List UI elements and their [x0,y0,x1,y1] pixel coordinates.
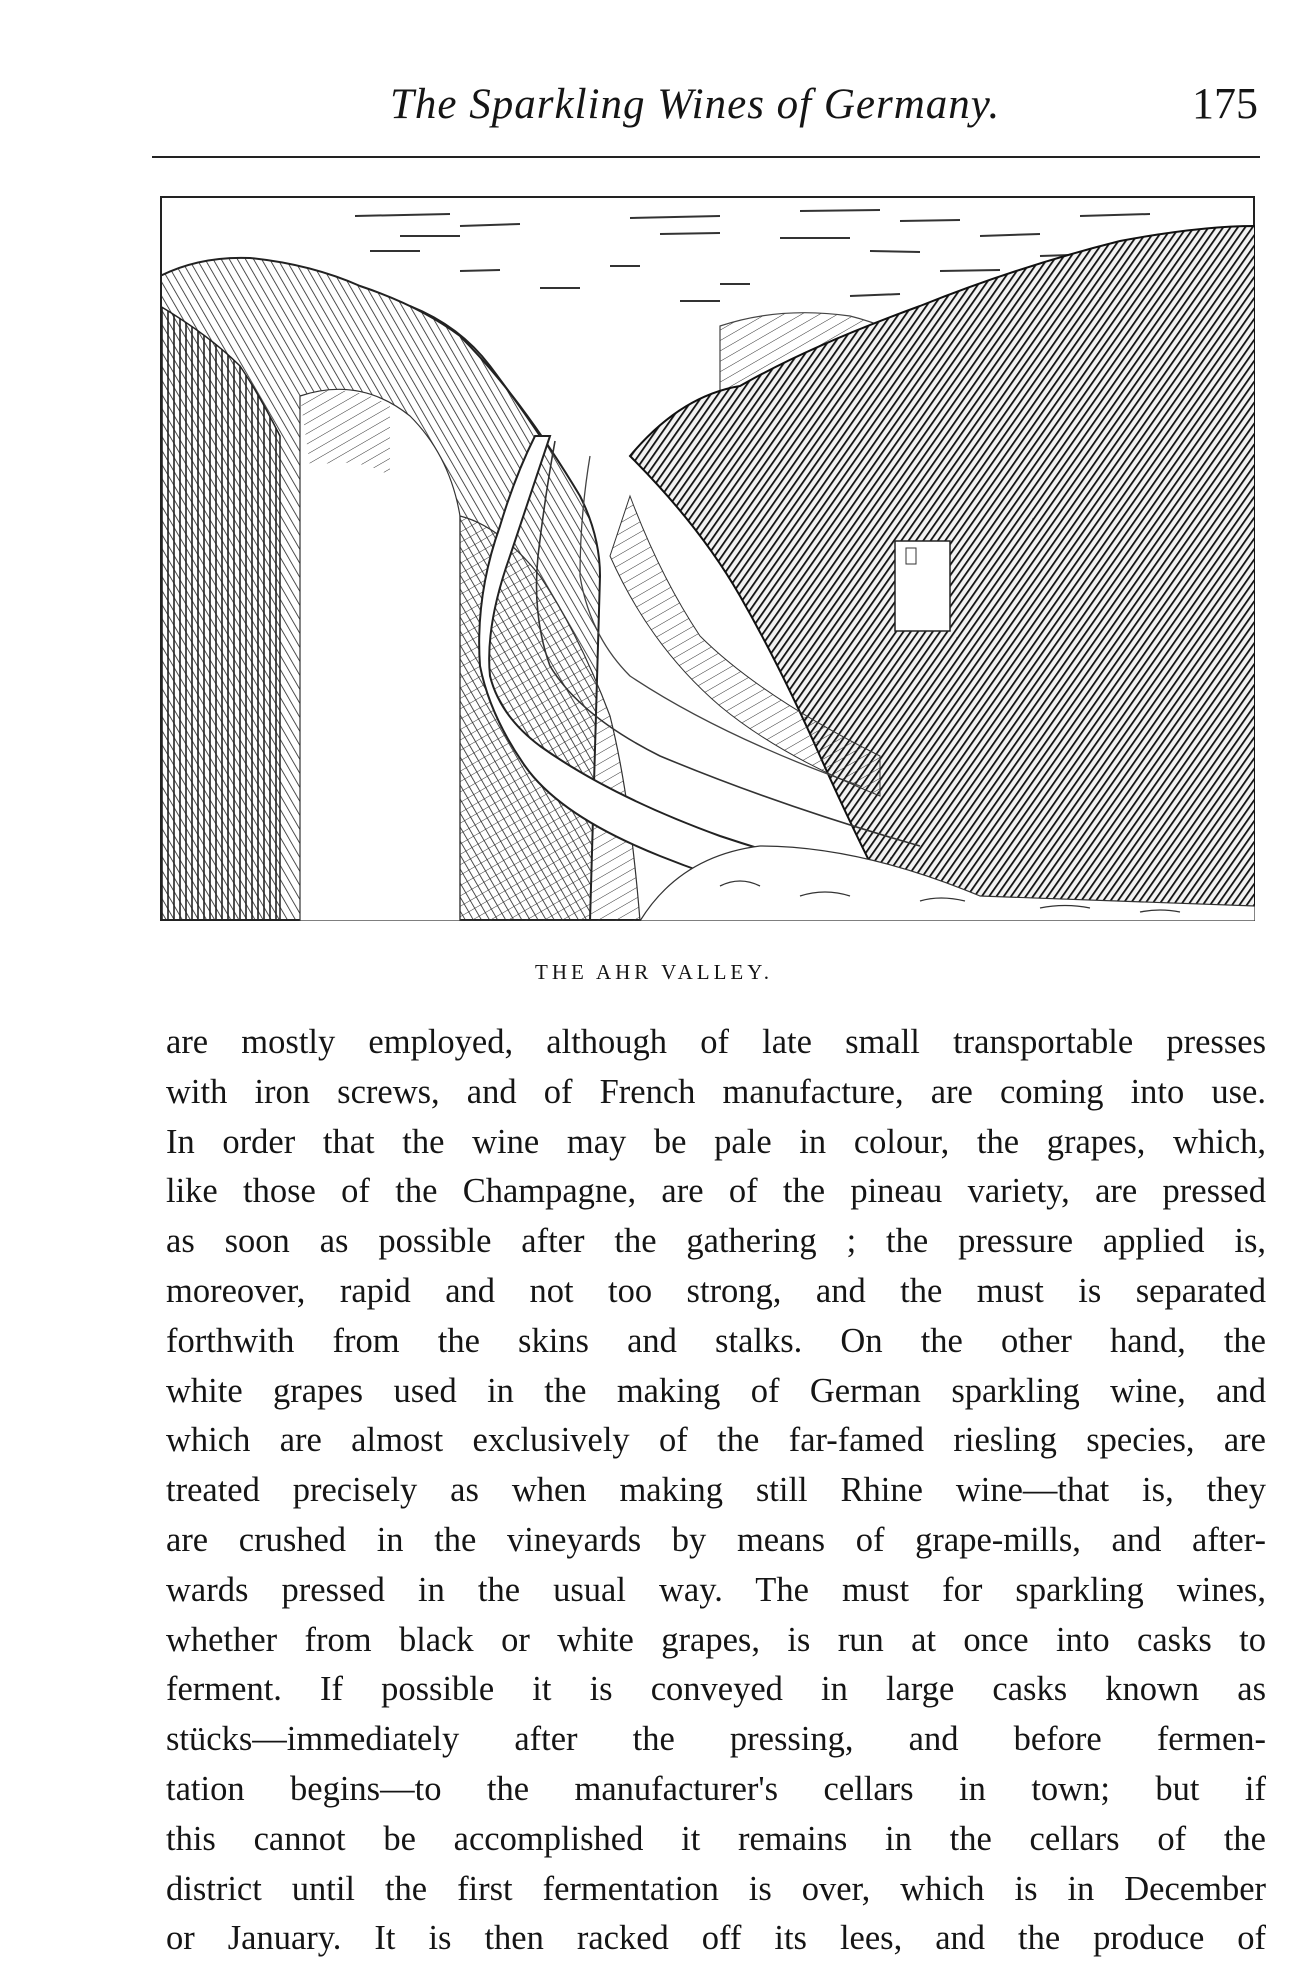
text-line: forthwith from the skins and stalks. On the other hand, the [166,1321,1266,1360]
text-line: ferment. If possible it is conveyed in large casks known as [166,1670,1266,1709]
running-title: The Sparkling Wines of Germany. [390,81,1001,128]
text-line: which are almost exclusively of the far-famed riesling species, are [166,1421,1266,1460]
text-line: district until the first fermentation is over, which is in December [166,1869,1266,1908]
text-line: this cannot be accomplished it remains in the cellars of the [166,1819,1266,1858]
text-line: are mostly employed, although of late small transportable presses [166,1023,1266,1061]
text-line: with iron screws, and of French manufacture, are coming into use. [166,1072,1266,1111]
running-head [160,72,1258,132]
figure-caption: THE AHR VALLEY. [535,960,773,984]
text-line: are crushed in the vineyards by means of grape-mills, and after- [166,1520,1266,1559]
ahr-valley-engraving [160,196,1255,921]
body-paragraph [166,1018,1266,1964]
text-line: whether from black or white grapes, is run at once into casks to [166,1620,1266,1659]
text-line: treated precisely as when making still Rhine wine—that is, they [166,1471,1266,1510]
text-line: as soon as possible after the gathering ; the pressure applied is, [166,1222,1266,1261]
page-number: 175 [1192,79,1258,128]
text-line: tation begins—to the manufacturer's cellars in town; but if [166,1769,1266,1808]
header-rule [152,156,1260,158]
text-line: white grapes used in the making of German sparkling wine, and [166,1371,1266,1410]
text-line: like those of the Champagne, are of the pineau variety, are pressed [166,1172,1266,1211]
text-line: moreover, rapid and not too strong, and the must is separated [166,1271,1266,1310]
text-line: or January. It is then racked off its lees, and the produce of [166,1919,1266,1958]
text-line: In order that the wine may be pale in colour, the grapes, which, [166,1122,1266,1161]
text-line: stücks—immediately after the pressing, and before fermen- [166,1720,1266,1759]
text-line: wards pressed in the usual way. The must for sparkling wines, [166,1570,1266,1609]
